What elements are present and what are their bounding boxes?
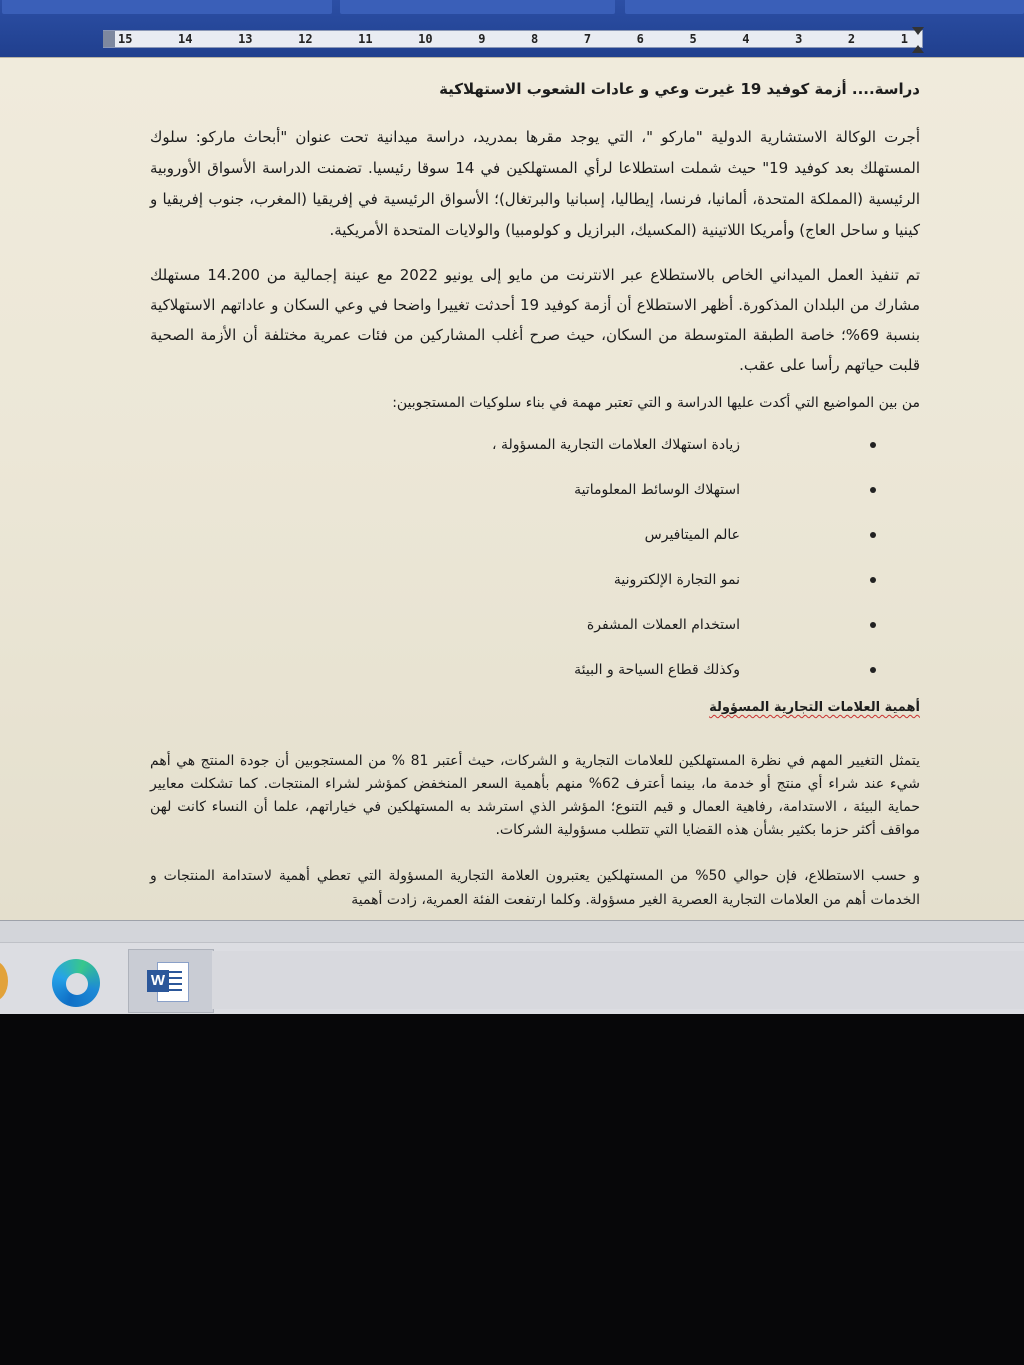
ruler-number: 1 — [900, 32, 908, 46]
ruler-number: 2 — [847, 32, 856, 46]
ruler-number: 3 — [795, 32, 803, 46]
list-item-text: وكذلك قطاع السياحة و البيئة — [574, 662, 740, 678]
list-item — [150, 479, 920, 524]
taskbar-empty-area — [212, 951, 1024, 1009]
off-screen-dark-area — [0, 1014, 1024, 1365]
paragraph-2: تم تنفيذ العمل الميداني الخاص بالاستطلاع عبر الانترنت من مايو إلى يونيو 2022 مع عينة إجمالية من 14.200 مستهلك مشارك من البلدان المذكورة. أظهر الاستطلاع أن أزمة كوفيد 19 أحدثت تغييرا واضحا في وعي السكان و عاداتهم الاستهلاكية بنسبة 69%؛ خاصة الطبقة المتوسطة من السكان، حيث صرح أغلب المشاركين من فئات عمرية مختلفة أن الأزمة الصحية قلبت حياتهم رأسا على عقب. — [150, 266, 921, 374]
app-icon-partial[interactable] — [0, 961, 8, 1001]
list-item — [150, 524, 920, 569]
list-item — [150, 614, 920, 659]
ruler-number: 5 — [689, 32, 697, 46]
edge-browser-icon[interactable] — [52, 959, 100, 1007]
list-item — [150, 434, 920, 479]
ruler-number: 11 — [358, 32, 373, 46]
horizontal-scrollbar[interactable] — [0, 920, 1024, 943]
document-title: دراسة.... أزمة كوفيد 19 غيرت وعي و عادات الشعوب الاستهلاكية — [439, 80, 920, 98]
ribbon-tab-strip-middle[interactable] — [340, 0, 615, 14]
word-icon — [147, 962, 189, 1002]
ruler-number: 15 — [118, 32, 133, 46]
taskbar — [0, 942, 1024, 1015]
list-item-text: نمو التجارة الإلكترونية — [613, 572, 740, 588]
ribbon-tab-strip-left[interactable] — [2, 0, 332, 14]
bullet-icon — [870, 622, 876, 628]
ruler-number: 4 — [742, 32, 750, 46]
taskbar-word-button[interactable] — [128, 949, 214, 1013]
document-body[interactable] — [150, 78, 920, 912]
section-heading: أهمية العلامات التجارية المسؤولة — [709, 700, 920, 715]
ruler-number: 12 — [298, 32, 313, 46]
ruler-number: 10 — [418, 32, 433, 46]
list-item — [150, 569, 920, 614]
hanging-indent-marker[interactable] — [912, 45, 924, 53]
horizontal-ruler[interactable] — [103, 30, 923, 48]
list-item — [150, 659, 920, 704]
topics-list — [150, 434, 920, 704]
bullet-icon — [870, 487, 876, 493]
list-item-text: عالم الميتافيرس — [644, 527, 740, 543]
ruler-number: 6 — [636, 32, 644, 46]
list-item-text: زيادة استهلاك العلامات التجارية المسؤولة ، — [491, 437, 740, 453]
ruler-number: 9 — [478, 32, 486, 46]
paragraph-3: يتمثل التغيير المهم في نظرة المستهلكين للعلامات التجارية و الشركات، حيث أعتبر 81 % من المستجوبين أن جودة المنتج هي أهم شيء عند شراء أي منتج أو خدمة ما، بينما أعترف 62% منهم بأهمية السعر المنخفض كمؤشر لشراء المنتجات. كما تشكلت معايير حماية البيئة ، الاستدامة، رفاهية العمال و قيم التنوع؛ المؤشر الذي استرشد به المستهلكين في خياراتهم، علما أن النساء كانت لهن مواقف أكثر حزما بكثير بشأن هذه القضايا التي تتطلب مسؤولية الشركات. — [150, 753, 920, 838]
word-badge: W — [147, 970, 169, 992]
list-intro: من بين المواضيع التي أكدت عليها الدراسة و التي تعتبر مهمة في بناء سلوكيات المستجوبين: — [392, 395, 920, 411]
bullet-icon — [870, 577, 876, 583]
document-page[interactable] — [0, 58, 1024, 920]
bullet-icon — [870, 532, 876, 538]
paragraph-1: أجرت الوكالة الاستشارية الدولية "ماركو "، التي يوجد مقرها بمدريد، دراسة ميدانية تحت عنوان "أبحاث ماركو: سلوك المستهلك بعد كوفيد 19" حيث شملت استطلاعا لرأي المستهلكين في 14 سوقا رئيسيا. تضمنت الدراسة الأسواق الأوروبية الرئيسية (المملكة المتحدة، ألمانيا، فرنسا، إيطاليا، إسبانيا والبرتغال)؛ الأسواق الرئيسية في إفريقيا (المغرب، جنوب إفريقيا و كينيا و ساحل العاج) وأمريكا اللاتينية (المكسيك، البرازيل و كولومبيا) والولايات المتحدة الأمريكية. — [150, 128, 920, 239]
ruler-margin-left — [103, 31, 115, 47]
first-line-indent-marker[interactable] — [912, 27, 924, 35]
ribbon-tab-strip-right[interactable] — [625, 0, 1024, 14]
ruler-number: 13 — [238, 32, 253, 46]
bullet-icon — [870, 442, 876, 448]
ruler-number: 8 — [531, 32, 539, 46]
list-item-text: استهلاك الوسائط المعلوماتية — [574, 482, 740, 498]
paragraph-4: و حسب الاستطلاع، فإن حوالي 50% من المستهلكين يعتبرون العلامة التجارية المسؤولة التي تعطي أهمية لاستدامة المنتجات و الخدمات أهم من العلامات التجارية العصرية الغير مسؤولة. وكلما ارتفعت الفئة العمرية، زادت أهمية — [150, 868, 920, 908]
list-item-text: استخدام العملات المشفرة — [586, 617, 740, 633]
bullet-icon — [870, 667, 876, 673]
ruler-number: 7 — [583, 32, 592, 46]
ruler-number: 14 — [178, 32, 193, 46]
